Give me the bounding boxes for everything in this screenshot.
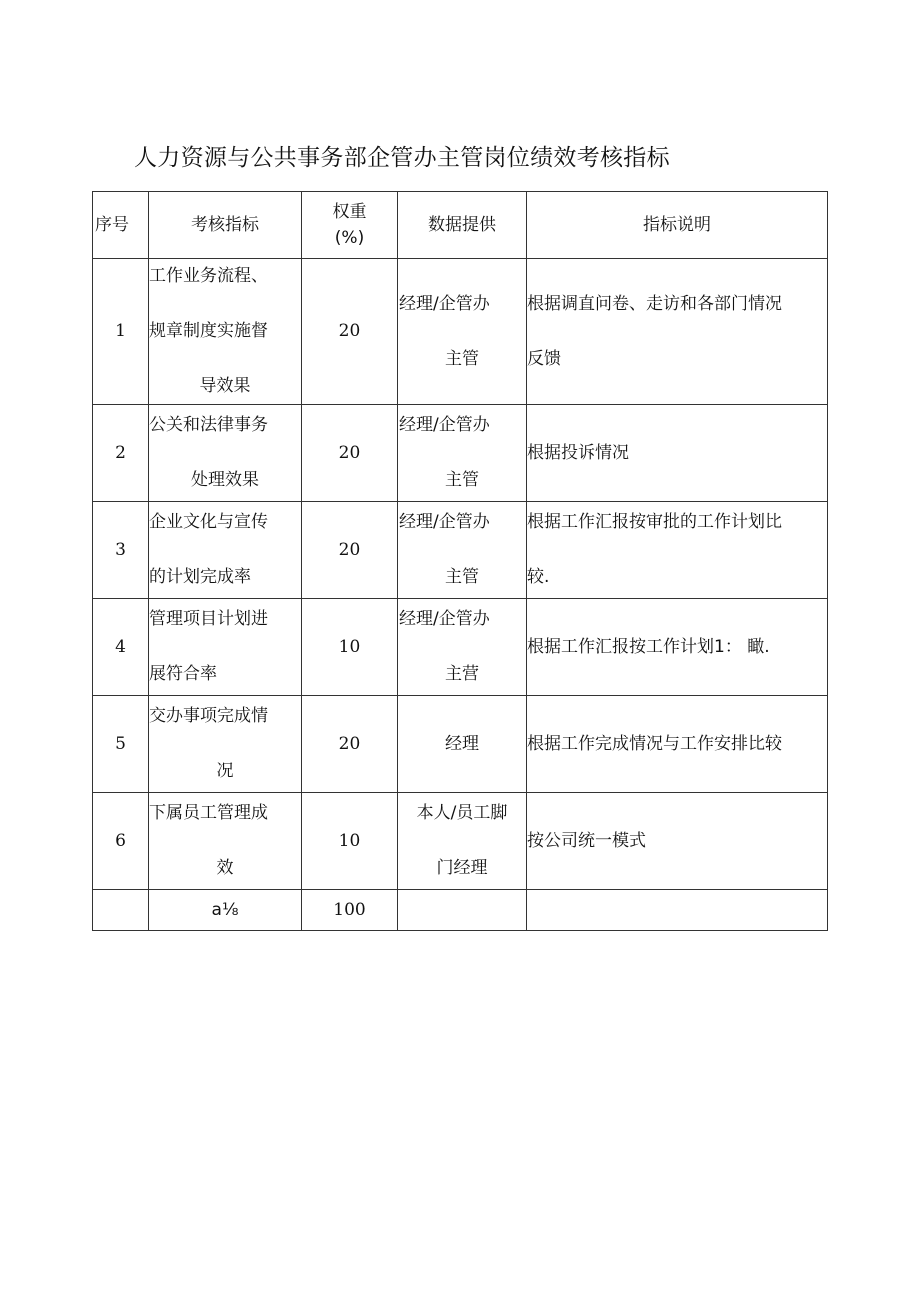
description-line: 根据调直问卷、走访和各部门情况	[527, 293, 782, 314]
source-line: 主管	[445, 470, 479, 490]
header-source: 数据提供	[398, 192, 527, 259]
row-seq: 3	[93, 502, 149, 599]
table-row	[93, 696, 828, 793]
indicator-line: 企业文化与宣传	[149, 512, 268, 532]
row-source	[398, 259, 527, 405]
row-weight: 20	[302, 405, 398, 502]
page-title: 人力资源与公共事务部企管办主管岗位绩效考核指标	[134, 145, 670, 171]
row-description	[527, 405, 828, 502]
table-row	[93, 259, 828, 405]
indicator-line: 管理项目计划进	[149, 609, 268, 629]
description-line: 根据投诉情况	[527, 442, 629, 463]
row-indicator	[149, 259, 302, 405]
description-line: 根据工作汇报按工作计划1： 瞰.	[527, 636, 770, 657]
source-line: 门经理	[436, 858, 488, 878]
header-weight-label: 权重	[332, 202, 367, 222]
row-source	[398, 405, 527, 502]
total-seq-cell	[93, 890, 149, 931]
row-indicator	[149, 599, 302, 696]
total-source-cell	[398, 890, 527, 931]
row-description	[527, 599, 828, 696]
row-source	[398, 793, 527, 890]
header-row	[93, 192, 828, 259]
header-description: 指标说明	[527, 192, 828, 259]
header-weight	[302, 192, 398, 259]
indicator-line: 的计划完成率	[149, 567, 251, 587]
row-seq: 1	[93, 259, 149, 405]
source-line: 本人/员工脚	[416, 803, 508, 823]
table-row	[93, 793, 828, 890]
total-row	[93, 890, 828, 931]
total-description-cell	[527, 890, 828, 931]
indicator-line: 导效果	[199, 376, 251, 396]
row-weight: 10	[302, 599, 398, 696]
table-row	[93, 599, 828, 696]
row-description	[527, 696, 828, 793]
total-label: a⅛	[149, 890, 302, 931]
header-seq: 序号	[93, 192, 149, 259]
header-weight-unit: (%)	[334, 228, 365, 248]
source-line: 经理/企管办	[399, 415, 490, 435]
indicator-line: 下属员工管理成	[149, 803, 268, 823]
row-seq: 2	[93, 405, 149, 502]
row-seq: 5	[93, 696, 149, 793]
total-weight: 100	[302, 890, 398, 931]
row-weight: 20	[302, 502, 398, 599]
source-line: 主管	[445, 348, 479, 369]
row-indicator	[149, 696, 302, 793]
indicator-line: 效	[216, 858, 234, 878]
row-description	[527, 793, 828, 890]
row-description	[527, 259, 828, 405]
indicator-line: 况	[216, 761, 234, 781]
row-seq: 4	[93, 599, 149, 696]
row-indicator	[149, 793, 302, 890]
row-seq: 6	[93, 793, 149, 890]
source-line: 经理/企管办	[399, 293, 490, 314]
description-line: 根据工作完成情况与工作安排比较	[527, 733, 782, 754]
description-line: 按公司统一模式	[527, 830, 646, 851]
row-weight: 10	[302, 793, 398, 890]
row-source	[398, 502, 527, 599]
row-weight: 20	[302, 696, 398, 793]
kpi-table	[92, 191, 828, 931]
row-indicator	[149, 502, 302, 599]
description-line: 反馈	[527, 348, 561, 369]
description-line: 根据工作汇报按审批的工作计划比	[527, 512, 782, 532]
row-source	[398, 696, 527, 793]
row-source	[398, 599, 527, 696]
indicator-line: 工作业务流程、	[149, 266, 268, 286]
header-indicator: 考核指标	[149, 192, 302, 259]
source-line: 经理	[445, 733, 479, 754]
source-line: 经理/企管办	[399, 512, 490, 532]
source-line: 经理/企管办	[399, 609, 490, 629]
indicator-line: 规章制度实施督	[149, 321, 268, 341]
row-description	[527, 502, 828, 599]
source-line: 主营	[445, 664, 479, 684]
row-weight: 20	[302, 259, 398, 405]
description-line: 较.	[527, 567, 550, 587]
indicator-line: 展符合率	[149, 664, 217, 684]
indicator-line: 公关和法律事务	[149, 415, 268, 435]
row-indicator	[149, 405, 302, 502]
indicator-line: 交办事项完成情	[149, 706, 268, 726]
source-line: 主管	[445, 567, 479, 587]
table-row	[93, 405, 828, 502]
table-row	[93, 502, 828, 599]
indicator-line: 处理效果	[191, 470, 259, 490]
